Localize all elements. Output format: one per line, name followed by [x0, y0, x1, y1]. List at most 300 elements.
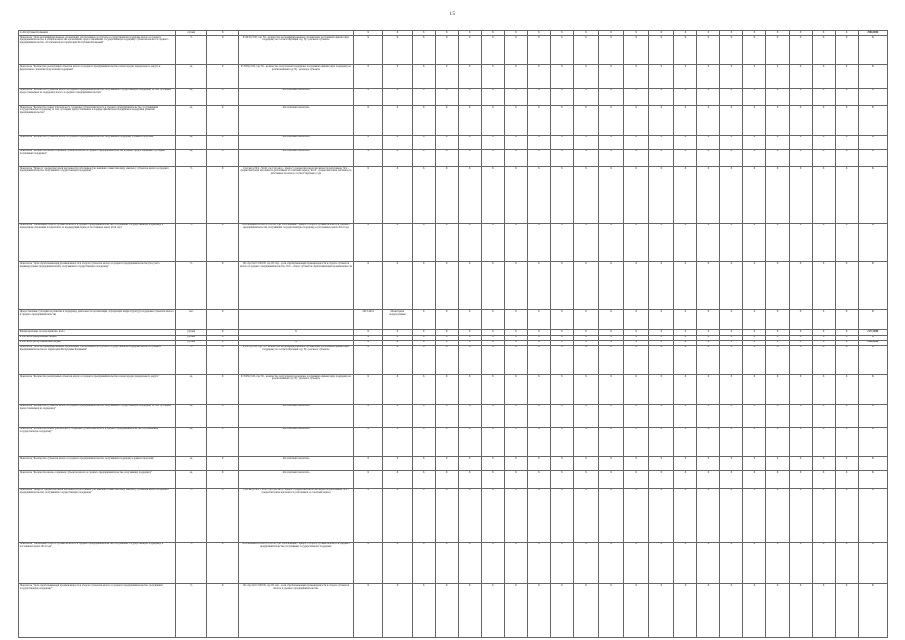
value-cell: X — [697, 166, 720, 223]
value-cell: X — [412, 223, 435, 262]
value-cell: X — [504, 340, 527, 345]
value-cell: X — [697, 340, 720, 345]
value-cell: X — [812, 488, 835, 542]
indicator-name-cell: Показатель "Количество реализуемых объектов малого и среднего предпринимательства в моногородах федерального округа и федерального значения получателей поддержки" — [19, 65, 176, 88]
value-cell: X — [458, 457, 481, 471]
value-cell: X — [766, 330, 789, 335]
value-cell: X — [649, 166, 674, 223]
value-cell: X — [789, 166, 812, 223]
value-cell: X — [674, 345, 697, 374]
value-cell: X — [527, 149, 550, 166]
value-cell: X — [435, 166, 458, 223]
value-cell: X — [412, 427, 435, 456]
total-cell: X — [858, 310, 887, 330]
value-cell: X — [598, 471, 623, 488]
value-cell: X — [697, 149, 720, 166]
unit-cell: ед. — [176, 65, 207, 88]
indicator-name-cell: Показатель "Доля обрабатывающей промышленности в обороте субъектов малого и среднего предпринимательства (без учета индивидуальных предпринимателей), получивших государственную поддержку" — [19, 262, 176, 310]
column-3-cell: X — [207, 471, 238, 488]
value-cell: X — [697, 330, 720, 335]
value-cell: X — [835, 223, 858, 262]
value-cell: X — [649, 404, 674, 427]
value-cell: X — [527, 471, 550, 488]
value-cell: X — [550, 36, 573, 65]
unit-cell: рублей — [176, 31, 207, 36]
value-cell: X — [550, 340, 573, 345]
value-cell: X — [720, 262, 743, 310]
value-cell: X — [550, 106, 573, 135]
table-row — [19, 542, 888, 584]
value-cell: X — [720, 330, 743, 335]
value-cell: X — [527, 65, 550, 88]
column-3-cell: X — [207, 135, 238, 149]
value-cell: X — [624, 36, 649, 65]
total-cell: X — [858, 584, 887, 638]
value-cell: X — [383, 65, 412, 88]
value-cell: X — [835, 166, 858, 223]
value-cell: X — [481, 223, 504, 262]
value-cell: X — [458, 542, 481, 584]
value-cell: X — [383, 106, 412, 135]
value-cell: X — [383, 223, 412, 262]
indicator-table-sheet — [18, 30, 888, 638]
value-cell: X — [835, 488, 858, 542]
value-cell: X — [598, 223, 623, 262]
value-cell: X — [527, 375, 550, 404]
value-cell: X — [412, 340, 435, 345]
value-cell: X — [573, 345, 598, 374]
value-cell: X — [383, 31, 412, 36]
value-cell: X — [412, 36, 435, 65]
value-cell: X — [812, 542, 835, 584]
value-cell: X — [789, 335, 812, 340]
value-cell: X — [766, 340, 789, 345]
value-cell: X — [598, 542, 623, 584]
value-cell: X — [812, 404, 835, 427]
value-cell: X — [504, 335, 527, 340]
value-cell: X — [598, 427, 623, 456]
value-cell: X — [598, 65, 623, 88]
value-cell: X — [573, 471, 598, 488]
method-cell: Абсолютный показатель — [238, 457, 353, 471]
value-cell: X — [697, 375, 720, 404]
value-cell: X — [697, 36, 720, 65]
value-cell: X — [624, 310, 649, 330]
value-cell: X — [481, 404, 504, 427]
value-cell: X — [504, 404, 527, 427]
value-cell: X — [835, 375, 858, 404]
method-cell: Об обр=Ооб×100/Об, где Об обр - доля обрабатывающей промышленности в обороте субъектов малого и среднего предпринимательства — [238, 584, 353, 638]
value-cell: X — [789, 262, 812, 310]
value-cell: X — [383, 88, 412, 105]
value-cell: X — [458, 36, 481, 65]
value-cell: X — [674, 223, 697, 262]
column-3-cell: X — [207, 36, 238, 65]
value-cell: X — [766, 404, 789, 427]
value-cell: X — [412, 375, 435, 404]
total-cell: X — [858, 36, 887, 65]
value-cell: X — [527, 330, 550, 335]
value-cell: X — [354, 488, 383, 542]
value-cell: X — [458, 404, 481, 427]
value-cell: X — [481, 345, 504, 374]
value-cell: X — [674, 488, 697, 542]
value-cell: X — [835, 427, 858, 456]
unit-cell: рублей — [176, 335, 207, 340]
value-cell: X — [624, 375, 649, 404]
column-3-cell: X — [207, 106, 238, 135]
indicator-name-cell: Показатель "Увеличение оборота субъектов малого и среднего предпринимательства, получивших государственную поддержку, в постоянных ценах 2014 года" — [19, 542, 176, 584]
value-cell: X — [789, 471, 812, 488]
column-3-cell: X — [207, 542, 238, 584]
value-cell: X — [743, 310, 766, 330]
value-cell: X — [598, 310, 623, 330]
value-cell: X — [766, 542, 789, 584]
value-cell: X — [720, 584, 743, 638]
value-cell: X — [766, 88, 789, 105]
value-cell: X — [598, 262, 623, 310]
value-cell: X — [573, 335, 598, 340]
value-cell: X — [504, 471, 527, 488]
value-cell: X — [573, 106, 598, 135]
value-cell: X — [435, 310, 458, 330]
method-cell: Р=Ni/Nj×100, где: Ni - количество нетарифицированных организаций, получивших финансовую поддержку на соответствующий год; Nj - реальное субъекты — [238, 345, 353, 374]
method-cell: Абсолютный показатель — [238, 106, 353, 135]
value-cell: X — [550, 335, 573, 340]
value-cell: X — [743, 345, 766, 374]
value-cell: X — [504, 135, 527, 149]
value-cell: X — [697, 584, 720, 638]
value-cell: X — [458, 149, 481, 166]
value-cell: X — [573, 542, 598, 584]
value-cell: X — [649, 88, 674, 105]
value-cell: X — [573, 65, 598, 88]
value-cell: X — [481, 457, 504, 471]
column-3-cell: X — [207, 88, 238, 105]
total-cell: 2900,0000 — [858, 31, 887, 36]
total-cell: X — [858, 404, 887, 427]
value-cell: X — [743, 471, 766, 488]
value-cell: X — [649, 149, 674, 166]
value-cell: X — [624, 135, 649, 149]
value-cell: X — [550, 457, 573, 471]
indicator-name-cell: Показатель "Увеличение оборота субъектов малого и среднего предпринимательства, получивших государственную поддержку, в процентном отношении к показателю за предыдущий период в постоянных ценах 2014 года" — [19, 223, 176, 262]
value-cell: X — [674, 404, 697, 427]
value-cell: X — [383, 340, 412, 345]
value-cell: X — [812, 106, 835, 135]
unit-cell: ед. — [176, 149, 207, 166]
value-cell: X — [649, 36, 674, 65]
unit-cell: ед. — [176, 457, 207, 471]
indicator-name-cell: Показатель "Количество реализуемых объектов малого и среднего предпринимательства в моногородах федерального округа" — [19, 375, 176, 404]
value-cell: X — [598, 404, 623, 427]
indicator-name-cell: Показатель "Количество вновь созданных субъектов малого и среднего предпринимательства, получивших поддержку" — [19, 471, 176, 488]
value-cell: X — [624, 166, 649, 223]
value-cell: X — [720, 65, 743, 88]
value-cell: X — [354, 31, 383, 36]
indicator-name-cell: Показатель "Количество субъектов малого и среднего предпринимательства, получивших государственную поддержку за счет субсидий, предоставляемых на поддержку малого и среднего предпринимательства" — [19, 88, 176, 105]
value-cell: X — [383, 149, 412, 166]
value-cell: X — [697, 106, 720, 135]
value-cell: X — [649, 471, 674, 488]
value-cell: X — [435, 65, 458, 88]
value-cell: X — [527, 340, 550, 345]
value-cell: X — [354, 584, 383, 638]
value-cell: X — [812, 330, 835, 335]
value-cell: X — [598, 166, 623, 223]
value-cell: X — [354, 335, 383, 340]
value-cell: X — [504, 223, 527, 262]
value-cell: X — [835, 404, 858, 427]
value-cell: X — [412, 65, 435, 88]
value-cell: X — [743, 88, 766, 105]
value-cell: X — [354, 149, 383, 166]
value-cell: X — [789, 36, 812, 65]
value-cell: X — [624, 330, 649, 335]
unit-cell: % — [176, 36, 207, 65]
value-cell: X — [789, 310, 812, 330]
method-cell: Абсолютный показатель — [238, 404, 353, 427]
unit-cell: тыс. — [176, 310, 207, 330]
value-cell: X — [789, 149, 812, 166]
indicator-name-cell: Показатель "Прирост среднесписочной численности работников (без внешних совместителей), занятых у субъектов малого и среднего предпринимательства, получивших государственную поддержку" — [19, 488, 176, 542]
value-cell: X — [412, 166, 435, 223]
value-cell: X — [481, 31, 504, 36]
value-cell: X — [766, 457, 789, 471]
value-cell: X — [624, 223, 649, 262]
value-cell: X — [573, 31, 598, 36]
value-cell: X — [550, 488, 573, 542]
table-row — [19, 584, 888, 638]
value-cell: X — [354, 345, 383, 374]
value-cell: X — [573, 149, 598, 166]
value-cell: X — [527, 262, 550, 310]
value-cell: X — [674, 135, 697, 149]
value-cell: X — [835, 457, 858, 471]
value-cell: X — [649, 488, 674, 542]
value-cell: X — [598, 88, 623, 105]
value-cell: X — [435, 223, 458, 262]
column-3-cell: X — [207, 427, 238, 456]
value-cell: X — [435, 375, 458, 404]
value-cell: X — [435, 427, 458, 456]
method-cell: Абсолютный показатель — [238, 135, 353, 149]
value-cell: X — [835, 88, 858, 105]
value-cell: X — [504, 584, 527, 638]
value-cell: X — [383, 36, 412, 65]
value-cell: X — [354, 223, 383, 262]
value-cell: X — [812, 135, 835, 149]
value-cell: X — [573, 166, 598, 223]
value-cell: X — [743, 375, 766, 404]
value-cell: X — [598, 375, 623, 404]
value-cell: X — [720, 404, 743, 427]
method-cell: Сум чисд=Чсп - Чсп0, где Сум чисд - прирост среднесписочной численности работников; Чсп - среднесписочная численность работников за отчетный период; Чсп0 - среднесписочная численность работников на начало соответствующего года — [238, 166, 353, 223]
column-3-cell: X — [207, 457, 238, 471]
value-cell: X — [550, 375, 573, 404]
value-cell: X — [789, 135, 812, 149]
value-cell: X — [527, 404, 550, 427]
value-cell: X — [481, 106, 504, 135]
value-cell: X — [412, 106, 435, 135]
value-cell: X — [697, 404, 720, 427]
value-cell: X — [550, 88, 573, 105]
value-cell: X — [527, 36, 550, 65]
value-cell: X — [720, 36, 743, 65]
value-cell: X — [766, 335, 789, 340]
value-cell: X — [458, 135, 481, 149]
value-cell: X — [598, 584, 623, 638]
value-cell: X — [412, 457, 435, 471]
value-cell: X — [383, 542, 412, 584]
indicator-name-cell: Показатель "Количество новых рабочих мест, созданных субъектами малого и среднего предпринимательства, получившими государственную поддержку" — [19, 427, 176, 456]
value-cell: X — [743, 135, 766, 149]
value-cell: X — [527, 166, 550, 223]
value-cell: X — [504, 65, 527, 88]
value-cell: X — [697, 345, 720, 374]
value-cell: X — [481, 335, 504, 340]
value-cell: X — [435, 149, 458, 166]
value-cell: X — [550, 427, 573, 456]
value-cell: X — [649, 542, 674, 584]
value-cell: X — [720, 149, 743, 166]
table-row — [19, 135, 888, 149]
value-cell: X — [766, 149, 789, 166]
value-cell: X — [835, 149, 858, 166]
method-cell: Абсолютный показатель — [238, 149, 353, 166]
value-cell: X — [458, 88, 481, 105]
value-cell: X — [383, 330, 412, 335]
column-3-cell: X — [207, 310, 238, 330]
value-cell: X — [412, 542, 435, 584]
value-cell: X — [412, 330, 435, 335]
value-cell: X — [550, 584, 573, 638]
indicator-name-cell: Показатель "Количество субъектов малого и среднего предпринимательства, получивших государственную поддержку за счет субсидий, предоставляемых на поддержку" — [19, 404, 176, 427]
value-cell: X — [766, 375, 789, 404]
total-cell: 2177,0000 — [858, 330, 887, 335]
value-cell: X — [458, 340, 481, 345]
value-cell: X — [649, 223, 674, 262]
value-cell: X — [766, 427, 789, 456]
value-cell: X — [573, 404, 598, 427]
value-cell: X — [835, 310, 858, 330]
value-cell: X — [720, 223, 743, 262]
total-cell: X — [858, 65, 887, 88]
value-cell: X — [354, 375, 383, 404]
value-cell: X — [354, 340, 383, 345]
value-cell: X — [598, 330, 623, 335]
value-cell: X — [624, 88, 649, 105]
table-row — [19, 149, 888, 166]
value-cell: X — [458, 427, 481, 456]
value-cell: X — [383, 471, 412, 488]
method-cell: X — [238, 340, 353, 345]
value-cell: X — [383, 262, 412, 310]
value-cell: X — [743, 65, 766, 88]
value-cell: X — [743, 223, 766, 262]
method-cell: Обоснование=Об2014×100/Об, где: Обоснование - прирост оборота субъектов малого и среднего предпринимательства, получивших государственную поддержку — [238, 542, 353, 584]
total-cell: X — [858, 149, 887, 166]
indicator-name-cell: в том числе федеральный бюджет — [19, 335, 176, 340]
indicator-name-cell: Предоставление субсидий на развитие и поддержку деятельности организаций, образующих инфраструктуру поддержки субъектов малого и среднего предпринимательства — [19, 310, 176, 330]
value-cell: X — [789, 31, 812, 36]
value-cell: X — [354, 36, 383, 65]
value-cell: X — [550, 262, 573, 310]
value-cell: X — [527, 345, 550, 374]
value-cell: X — [649, 340, 674, 345]
value-cell: X — [766, 584, 789, 638]
value-cell: X — [527, 488, 550, 542]
value-cell: X — [743, 584, 766, 638]
value-cell: X — [766, 223, 789, 262]
value-cell: X — [383, 427, 412, 456]
value-cell: X — [435, 135, 458, 149]
value-cell: X — [624, 335, 649, 340]
value-cell: X — [789, 542, 812, 584]
value-cell: X — [697, 488, 720, 542]
value-cell: X — [412, 135, 435, 149]
value-cell: X — [812, 262, 835, 310]
value-cell: X — [789, 584, 812, 638]
value-cell: X — [527, 31, 550, 36]
value-cell: X — [550, 471, 573, 488]
value-cell: X — [504, 330, 527, 335]
value-cell: X — [743, 488, 766, 542]
value-cell: X — [812, 166, 835, 223]
value-cell: X — [598, 31, 623, 36]
unit-cell: ед. — [176, 427, 207, 456]
value-cell: X — [720, 31, 743, 36]
value-cell: X — [674, 149, 697, 166]
value-cell: X — [674, 88, 697, 105]
value-cell: X — [789, 427, 812, 456]
column-3-cell: X — [207, 584, 238, 638]
value-cell: X — [649, 310, 674, 330]
value-cell: X — [573, 36, 598, 65]
unit-cell: % — [176, 542, 207, 584]
unit-cell: % — [176, 345, 207, 374]
value-cell: X — [412, 149, 435, 166]
value-cell: X — [527, 106, 550, 135]
table-row — [19, 88, 888, 105]
value-cell: X — [573, 330, 598, 335]
value-cell: X — [412, 471, 435, 488]
total-cell: X — [858, 345, 887, 374]
value-cell: X — [812, 457, 835, 471]
value-cell: X — [412, 488, 435, 542]
indicator-name-cell: Показатель "Доля обрабатывающей промышленности в обороте субъектов малого и среднего предпринимательства, получивших государственную поддержку" — [19, 584, 176, 638]
value-cell: X — [550, 31, 573, 36]
indicator-name-cell: Финансирование по мероприятию, всего — [19, 330, 176, 335]
value-cell: X — [383, 457, 412, 471]
value-cell: X — [835, 36, 858, 65]
value-cell: X — [720, 106, 743, 135]
value-cell: X — [481, 310, 504, 330]
table-row — [19, 262, 888, 310]
method-cell: Обоснование=Об2014×100/Об, где: Обоснование - прирост оборота субъектов малого и среднего предпринимательства, получивших государственную поддержку, в постоянных ценах 2014 года — [238, 223, 353, 262]
value-cell: X — [649, 65, 674, 88]
value-cell: X — [697, 223, 720, 262]
value-cell: X — [720, 457, 743, 471]
value-cell: X — [835, 584, 858, 638]
value-cell: X — [527, 457, 550, 471]
table-row — [19, 345, 888, 374]
value-cell: X — [649, 106, 674, 135]
value-cell: X — [354, 330, 383, 335]
value-cell: X — [573, 340, 598, 345]
value-cell: 2013-2014 — [354, 310, 383, 330]
value-cell: X — [527, 584, 550, 638]
